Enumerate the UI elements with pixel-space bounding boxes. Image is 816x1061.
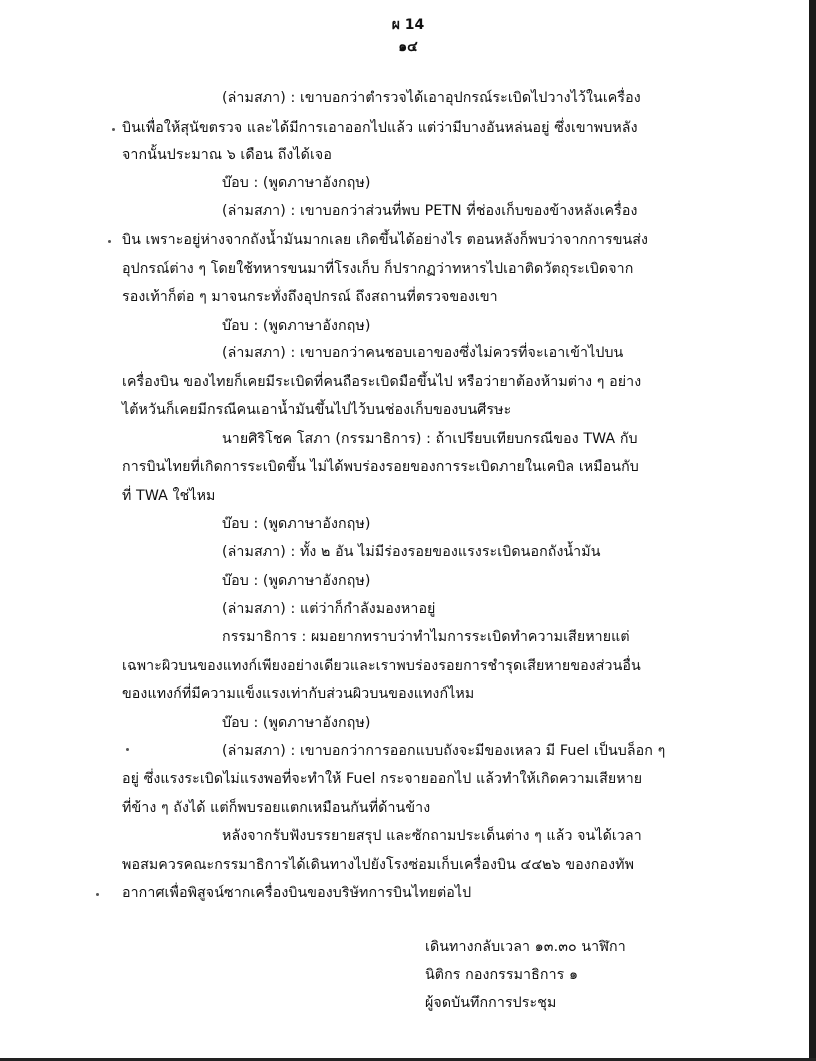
page-number-arabic: ผ 14 [391,17,425,33]
body-line: บ๊อบ : (พูดภาษาอังกฤษ) [222,318,371,334]
body-line: ไต้หวันก็เคยมีกรณีคนเอาน้ำมันขึ้นไปไว้บนช่องเก็บของบนศีรษะ [122,402,512,418]
body-line: บ๊อบ : (พูดภาษาอังกฤษ) [222,715,371,731]
body-line: อุปกรณ์ต่าง ๆ โดยใช้ทหารขนมาที่โรงเก็บ ก็ปรากฏว่าทหารไปเอาติดวัตถุระเบิดจาก [122,261,634,277]
body-line: อากาศเพื่อพิสูจน์ซากเครื่องบินของบริษัทการบินไทยต่อไป [122,885,472,901]
body-line: บ๊อบ : (พูดภาษาอังกฤษ) [222,573,371,589]
body-line: ที่ TWA ใช่ไหม [122,488,216,504]
body-line: บินเพื่อให้สุนัขตรวจ และได้มีการเอาออกไปแล้ว แต่ว่ามีบางอันหล่นอยู่ ซึ่งเขาพบหลัง [122,120,638,136]
body-line: บิน เพราะอยู่ห่างจากถังน้ำมันมากเลย เกิดขึ้นได้อย่างไร ตอนหลังก็พบว่าจากการขนส่ง [122,232,649,248]
scan-speck [108,240,111,243]
scan-speck [96,893,99,896]
body-line: (ล่ามสภา) : เขาบอกว่าการออกแบบถังจะมีของเหลว มี Fuel เป็นบล็อก ๆ [222,743,666,759]
closing-recorder-role: ผู้จดบันทึกการประชุม [425,995,557,1011]
body-line: บ๊อบ : (พูดภาษาอังกฤษ) [222,516,371,532]
body-line: เฉพาะผิวบนของแทงก์เพียงอย่างเดียวและเราพบร่องรอยการชำรุดเสียหายของส่วนอื่น [122,658,641,674]
closing-recorder-title: นิติกร กองกรรมาธิการ ๑ [425,967,579,983]
body-line: บ๊อบ : (พูดภาษาอังกฤษ) [222,175,371,191]
body-line: กรรมาธิการ : ผมอยากทราบว่าทำไมการระเบิดทำความเสียหายแต่ [222,629,630,645]
body-line: ที่ข้าง ๆ ถังได้ แต่ก็พบรอยแตกเหมือนกันที่ด้านข้าง [122,800,431,816]
scan-edge-right [809,0,816,1061]
scan-speck [126,748,129,751]
body-line: รองเท้าก็ต่อ ๆ มาจนกระทั่งถึงอุปกรณ์ ถึงสถานที่ตรวจของเขา [122,289,498,305]
scan-speck [112,128,115,131]
closing-time: เดินทางกลับเวลา ๑๓.๓๐ นาฬิกา [425,939,626,955]
body-line: (ล่ามสภา) : เขาบอกว่าตำรวจได้เอาอุปกรณ์ระเบิดไปวางไว้ในเครื่อง [222,90,641,106]
body-line: ของแทงก์ที่มีความแข็งแรงเท่ากับส่วนผิวบนของแทงก์ไหม [122,686,475,702]
page-number-thai: ๑๔ [398,39,418,55]
body-line: การบินไทยที่เกิดการระเบิดขึ้น ไม่ได้พบร่องรอยของการระเบิดภายในเคบิล เหมือนกับ [122,459,639,475]
body-line: นายศิริโชค โสภา (กรรมาธิการ) : ถ้าเปรียบเทียบกรณีของ TWA กับ [222,431,638,447]
body-line: หลังจากรับฟังบรรยายสรุป และซักถามประเด็นต่าง ๆ แล้ว จนได้เวลา [222,828,642,844]
body-line: เครื่องบิน ของไทยก็เคยมีระเบิดที่คนถือระเบิดมือขึ้นไป หรือว่ายาต้องห้ามต่าง ๆ อย่าง [122,374,642,390]
body-line: จากนั้นประมาณ ๖ เดือน ถึงได้เจอ [122,147,332,163]
body-line: อยู่ ซึ่งแรงระเบิดไม่แรงพอที่จะทำให้ Fuel กระจายออกไป แล้วทำให้เกิดความเสียหาย [122,771,643,787]
body-line: (ล่ามสภา) : แต่ว่าก็กำลังมองหาอยู่ [222,601,436,617]
body-line: (ล่ามสภา) : เขาบอกว่าส่วนที่พบ PETN ที่ช่องเก็บของข้างหลังเครื่อง [222,203,638,219]
body-line: (ล่ามสภา) : เขาบอกว่าคนชอบเอาของซึ่งไม่ควรที่จะเอาเข้าไปบน [222,345,624,361]
body-line: พอสมควรคณะกรรมาธิการได้เดินทางไปยังโรงซ่อมเก็บเครื่องบิน ๔๔๒๖ ของกองทัพ [122,857,635,873]
body-line: (ล่ามสภา) : ทั้ง ๒ อัน ไม่มีร่องรอยของแรงระเบิดนอกถังน้ำมัน [222,544,601,560]
